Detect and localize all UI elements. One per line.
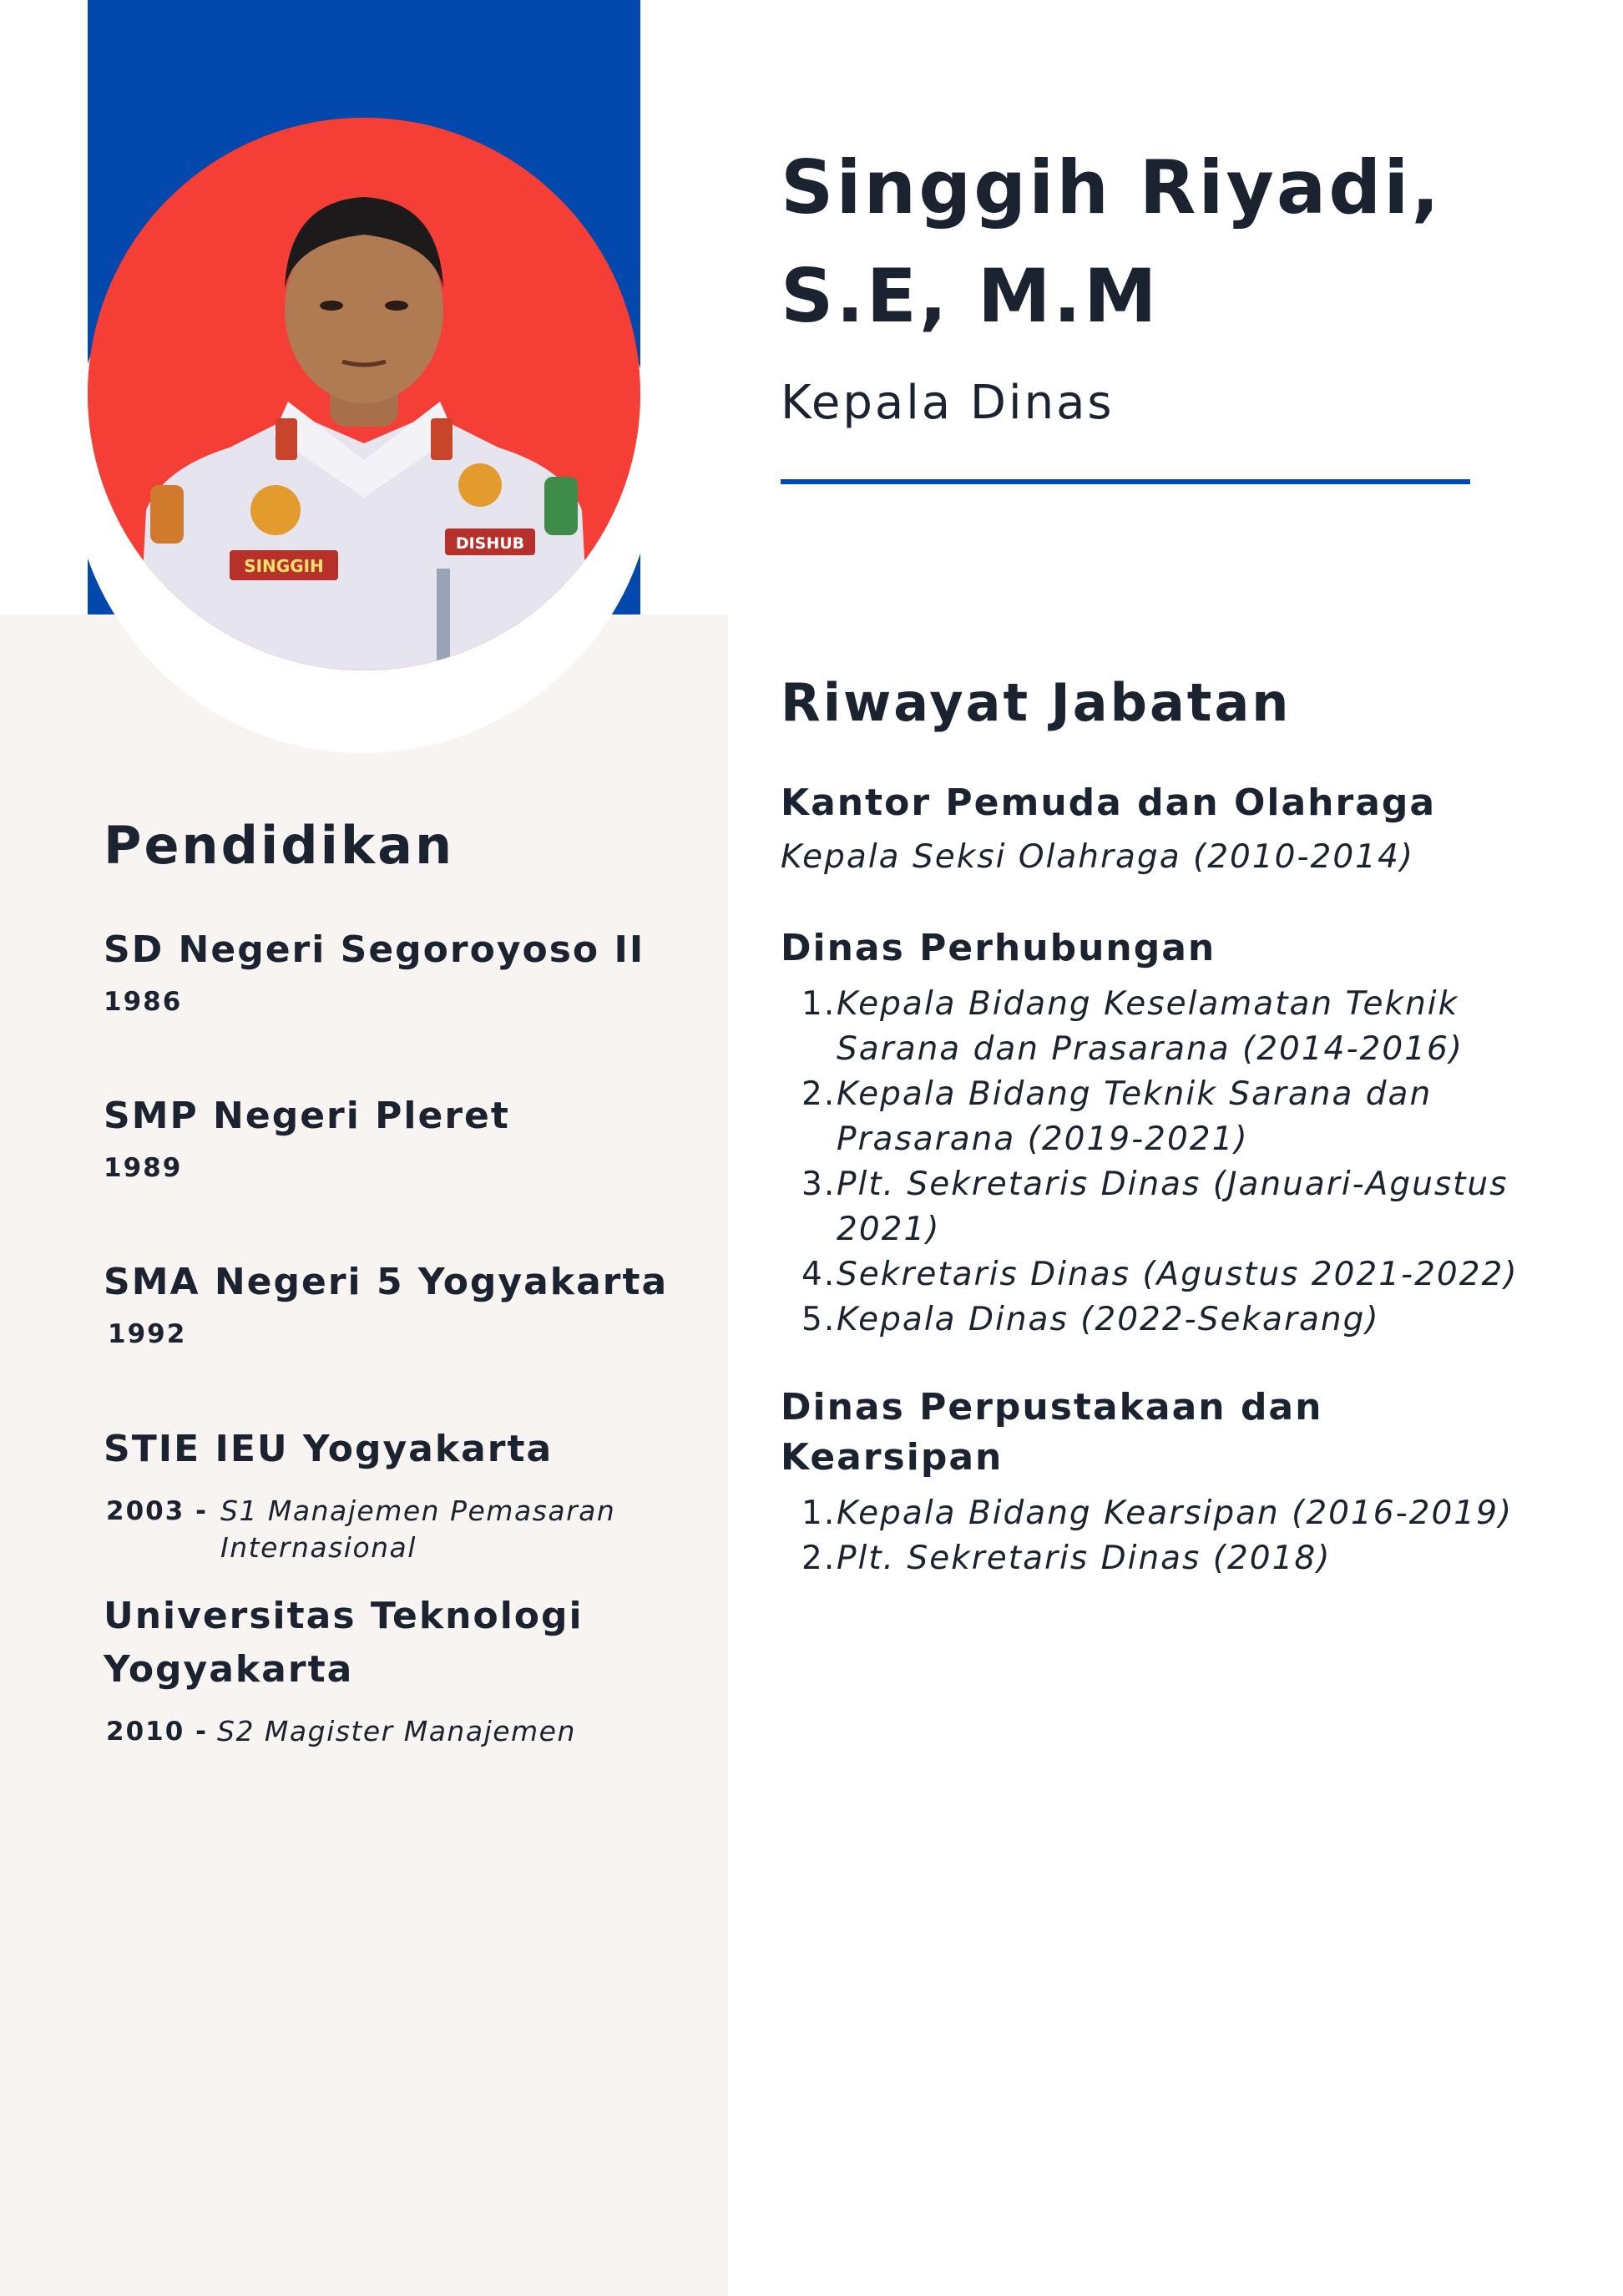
education-item xyxy=(104,1590,721,1757)
person-name: Singgih Riyadi, S.E, M.M xyxy=(781,144,1442,339)
education-year: 2010 - xyxy=(106,1717,208,1747)
education-item xyxy=(104,1256,721,1349)
education-year: 1992 xyxy=(108,1319,187,1349)
education-school: Universitas Teknologi Yogyakarta xyxy=(104,1595,584,1691)
list-number: 3. xyxy=(801,1166,837,1203)
header-divider xyxy=(781,479,1470,484)
career-position-text: Kepala Bidang Keselamatan Teknik Sarana dan Prasarana (2014-2016) xyxy=(837,985,1464,1068)
career-office-block xyxy=(781,1383,1532,1581)
education-school: SD Negeri Segoroyoso II xyxy=(104,928,645,971)
education-year: 2003 - xyxy=(106,1496,208,1526)
list-number: 1. xyxy=(801,985,837,1023)
career-position-item xyxy=(781,982,1532,1072)
career-position-item xyxy=(781,1252,1532,1297)
unit-tag-text: DISHUB xyxy=(455,534,525,553)
career-position-text: Kepala Bidang Teknik Sarana dan Prasarana (2019-2021) xyxy=(837,1075,1433,1158)
career-position-item xyxy=(781,1491,1532,1536)
education-school: STIE IEU Yogyakarta xyxy=(104,1428,554,1470)
education-year: 1989 xyxy=(104,1153,183,1183)
career-office: Dinas Perhubungan xyxy=(781,927,1216,969)
career-position-list xyxy=(781,982,1532,1343)
list-number: 1. xyxy=(801,1494,837,1532)
list-number: 2. xyxy=(801,1540,837,1577)
education-item xyxy=(104,923,721,1017)
profile-photo xyxy=(88,118,640,670)
education-item xyxy=(104,1090,721,1183)
education-item xyxy=(104,1423,721,1573)
career-office-block xyxy=(781,778,1532,880)
career-position-item xyxy=(781,1072,1532,1162)
education-degree: S2 Magister Manajemen xyxy=(217,1715,576,1747)
list-number: 2. xyxy=(801,1075,837,1113)
career-position-list xyxy=(781,1491,1532,1581)
career-section-title: Riwayat Jabatan xyxy=(781,672,1292,733)
career-position-text: Plt. Sekretaris Dinas (2018) xyxy=(837,1540,1332,1577)
education-school: SMA Negeri 5 Yogyakarta xyxy=(104,1261,669,1303)
career-position-text: Kepala Bidang Kearsipan (2016-2019) xyxy=(837,1494,1514,1532)
career-position-text: Kepala Dinas (2022-Sekarang) xyxy=(837,1301,1380,1338)
list-number: 5. xyxy=(801,1301,837,1338)
person-role: Kepala Dinas xyxy=(781,376,1115,430)
education-year: 1986 xyxy=(104,987,183,1017)
career-position-text: Plt. Sekretaris Dinas (Januari-Agustus 2021) xyxy=(837,1166,1509,1248)
education-section-title: Pendidikan xyxy=(104,815,455,876)
career-position: Kepala Seksi Olahraga (2010-2014) xyxy=(781,838,1414,876)
career-position-item xyxy=(781,1536,1532,1581)
list-number: 4. xyxy=(801,1256,837,1293)
career-office: Dinas Perpustakaan dan Kearsipan xyxy=(781,1386,1323,1479)
career-position-text: Sekretaris Dinas (Agustus 2021-2022) xyxy=(837,1256,1519,1293)
career-office: Kantor Pemuda dan Olahraga xyxy=(781,781,1437,824)
career-office-block xyxy=(781,923,1532,1343)
education-degree: S1 Manajemen Pemasaran Internasional xyxy=(220,1494,616,1564)
name-tag-text: SINGGIH xyxy=(244,556,324,576)
education-school: SMP Negeri Pleret xyxy=(104,1095,510,1137)
career-position-item xyxy=(781,1162,1532,1252)
career-position-item xyxy=(781,1297,1532,1343)
